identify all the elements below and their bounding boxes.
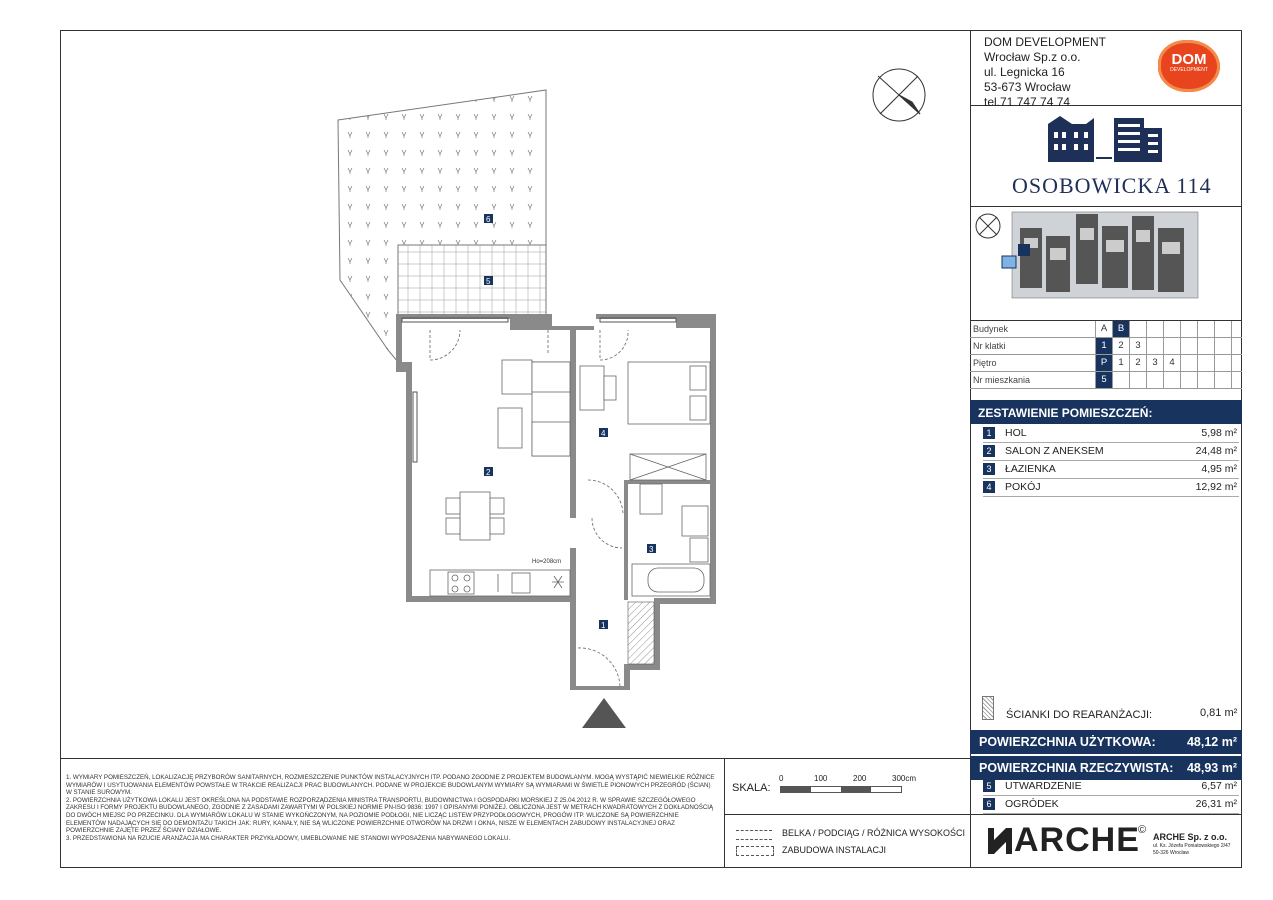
- actual-area-value: 48,93 m²: [1186, 761, 1237, 775]
- outdoor-number: 6: [983, 798, 995, 810]
- location-row-label: Nr klatki: [973, 341, 1006, 351]
- location-row: [970, 321, 1242, 338]
- developer-entity: Wrocław Sp.z o.o.: [984, 50, 1081, 64]
- room-area: 24,48 m²: [1195, 445, 1237, 457]
- outdoor-row: [983, 796, 1239, 814]
- notes: [66, 774, 716, 842]
- location-cell: [1180, 355, 1197, 371]
- floor-plan: [60, 30, 970, 758]
- location-cell: [1197, 372, 1214, 388]
- location-cell: P: [1095, 355, 1112, 371]
- location-cell: [1197, 355, 1214, 371]
- developer-info: [984, 35, 1106, 110]
- room-label-2: 2: [486, 468, 491, 477]
- partitions-area: 0,81 m²: [1200, 707, 1238, 719]
- rooms-header: [970, 400, 1242, 424]
- bathroom-fixtures: [632, 484, 710, 596]
- actual-area-row: [970, 756, 1242, 780]
- location-row-label: Budynek: [973, 324, 1009, 334]
- architect-logo-icon: [986, 826, 1012, 856]
- location-cell: [1180, 321, 1197, 337]
- room-area: 4,95 m²: [1201, 463, 1237, 475]
- architect-copyright: ©: [1138, 824, 1147, 836]
- developer-name: DOM DEVELOPMENT: [984, 35, 1107, 49]
- project-building-icon: [1040, 110, 1170, 166]
- room-number: 3: [983, 463, 995, 475]
- room-row: [983, 425, 1239, 443]
- location-row-label: Piętro: [973, 358, 997, 368]
- outdoor-row: [983, 778, 1239, 796]
- location-table: [970, 321, 1242, 389]
- location-cell: 2: [1129, 355, 1146, 371]
- usable-area-row: [970, 730, 1242, 754]
- note-2: 2. POWIERZCHNIA UŻYTKOWA LOKALU JEST OKREŚLONA NA PODSTAWIE ROZPORZĄDZENIA MINISTRA TRANSPORTU, BUDOWNICTWA I GOSPODARKI MORSKIEJ Z 25.04.2012 R. W SPRAWIE SZCZEGÓŁOWEGO ZAKRESU I FORMY PROJEKTU BUDOWLANEGO, ZGODNIE Z ZASADAMI ZAWARTYMI W POLSKIEJ NORMIE PN-ISO 9836: 1997 I OPISANYMI PONIŻEJ. OBLICZONA JEST W METRACH KWADRATOWYCH Z DOKŁADNOŚCIĄ DO DWÓCH MIEJSC PO PRZECINKU. DLA WYMIARÓW LOKALU W STANIE WYKOŃCZONYM, NA POZIOMIE PODŁOGI, NIE LICZĄC LISTEW PRZYPODŁOGOWYCH, PROGÓW ITP. WLICZONE SĄ POWIERZCHNIE ELEMENTÓW NADAJĄCYCH SIĘ DO DEMONTAŻU TAKICH JAK: RURY, KANAŁY, NIE SĄ WLICZONE POWIERZCHNIE OTWORÓW NA DRZWI I OKNA, NISZE W ELEMENTACH ZABUDOWY INSTALACYJNEJ ORAZ POWIERZCHNIE ZAJĘTE PRZEZ ŚCIANY DZIAŁOWE.: [66, 796, 714, 835]
- developer-logo-sub: DEVELOPMENT: [1170, 67, 1208, 73]
- location-row: [970, 372, 1242, 389]
- room-label-5: 5: [486, 277, 491, 286]
- installation-shaft: [628, 602, 654, 664]
- location-cell: [1180, 338, 1197, 354]
- architect-address2: 50-326 Wrocław: [1153, 850, 1190, 856]
- paved-area: [398, 245, 546, 315]
- room-row: [983, 443, 1239, 461]
- note-1: 1. WYMIARY POMIESZCZEŃ, LOKALIZACJĘ PRZYBORÓW SANITARNYCH, ROZMIESZCZENIE PUNKTÓW INSTALACYJNYCH ITP. PODANO ZGODNIE Z PROJEKTEM BUDOWLANYM. MOGĄ WYSTĄPIĆ NIEWIELKIE RÓŻNICE WYMIARÓW I USYTUOWANIA ELEMENTÓW POWSTAŁE W TRAKCIE REALIZACJI PRAC BUDOWLANYCH. PODANE W PROJEKCIE BUDOWLANYM WYMIARY SĄ WYMIARAMI W ŚWIETLE PIONOWYCH PRZEGRÓD (ŚCIAN) W STANIE SUROWYM.: [66, 774, 715, 797]
- location-cell: [1163, 372, 1180, 388]
- location-cell: [1231, 355, 1248, 371]
- room-label-4: 4: [601, 429, 606, 438]
- location-cell: [1231, 372, 1248, 388]
- location-cell: [1146, 321, 1163, 337]
- location-cell: 1: [1095, 338, 1112, 354]
- room-label-1: 1: [601, 621, 606, 630]
- developer-logo: [1158, 40, 1220, 92]
- location-cell: [1214, 321, 1231, 337]
- location-cell: [1129, 372, 1146, 388]
- location-cell: [1129, 321, 1146, 337]
- location-cell: [1180, 372, 1197, 388]
- project-title: OSOBOWICKA 114: [1012, 173, 1212, 198]
- room-name: POKÓJ: [1005, 481, 1041, 493]
- living-furniture: [446, 360, 616, 540]
- entrance-arrow-icon: [582, 698, 626, 728]
- scale-tick-0: 0: [779, 774, 784, 783]
- location-row: [970, 338, 1242, 355]
- room-number: 2: [983, 445, 995, 457]
- room-area: 5,98 m²: [1201, 427, 1237, 439]
- note-3: 3. PRZEDSTAWIONA NA RZUCIE ARANŻACJA MA CHARAKTER PRZYKŁADOWY, UMEBLOWANIE NIE STANOWI WYPOSAŻENIA NABYWANEGO LOKALU.: [66, 834, 511, 842]
- location-cell: [1146, 372, 1163, 388]
- key-plan-compass-icon: [976, 214, 1000, 238]
- location-cell: 3: [1146, 355, 1163, 371]
- developer-street: ul. Legnicka 16: [984, 65, 1065, 79]
- location-cell: [1163, 321, 1180, 337]
- key-plan: [972, 208, 1240, 318]
- room-number: 4: [983, 481, 995, 493]
- usable-area-value: 48,12 m²: [1186, 735, 1237, 749]
- beam-legend-label: BELKA / PODCIĄG / RÓŻNICA WYSOKOŚCI: [782, 828, 966, 838]
- scale-tick-100: 100: [814, 774, 828, 783]
- scale-divider: [724, 814, 970, 815]
- architect-address1: ul. Ks. Józefa Poniatowskiego 2/47: [1153, 843, 1231, 849]
- room-row: [983, 479, 1239, 497]
- usable-area-label: POWIERZCHNIA UŻYTKOWA:: [979, 735, 1156, 749]
- partitions-label: ŚCIANKI DO REARANŻACJI:: [1006, 709, 1153, 721]
- location-cell: 2: [1112, 338, 1129, 354]
- room-label-3: 3: [649, 545, 654, 554]
- location-cell: [1197, 338, 1214, 354]
- location-cell: [1214, 338, 1231, 354]
- room-number: 1: [983, 427, 995, 439]
- location-cell: 3: [1129, 338, 1146, 354]
- beam-legend-icon: [736, 830, 772, 840]
- location-cell: [1197, 321, 1214, 337]
- architect-name: ARCHE Sp. z o.o.: [1153, 832, 1227, 842]
- location-row-label: Nr mieszkania: [973, 375, 1031, 385]
- developer-logo-text: DOM: [1171, 51, 1207, 68]
- location-cell: [1163, 338, 1180, 354]
- room-name: ŁAZIENKA: [1005, 463, 1056, 475]
- location-cell: A: [1095, 321, 1112, 337]
- location-row: [970, 355, 1242, 372]
- partition-legend-icon: [982, 696, 994, 720]
- scale-tick-200: 200: [853, 774, 867, 783]
- location-cell: 1: [1112, 355, 1129, 371]
- actual-area-label: POWIERZCHNIA RZECZYWISTA:: [979, 761, 1174, 775]
- outdoor-area: 26,31 m²: [1195, 798, 1237, 810]
- developer-city: 53-673 Wrocław: [984, 80, 1071, 94]
- outdoor-name: UTWARDZENIE: [1005, 780, 1082, 792]
- footer-divider: [60, 758, 970, 759]
- location-cell: [1146, 338, 1163, 354]
- developer-phone: tel.71 747 74 74: [984, 95, 1071, 109]
- room-label-6: 6: [486, 215, 491, 224]
- room-row: [983, 461, 1239, 479]
- outdoor-name: OGRÓDEK: [1005, 798, 1059, 810]
- scale-label: SKALA:: [732, 782, 771, 794]
- location-cell: [1231, 338, 1248, 354]
- architect-divider: [970, 814, 1242, 815]
- room-area: 12,92 m²: [1195, 481, 1237, 493]
- location-cell: B: [1112, 321, 1129, 337]
- location-cell: 5: [1095, 372, 1112, 388]
- outdoor-area: 6,57 m²: [1201, 780, 1237, 792]
- location-cell: [1231, 321, 1248, 337]
- scale-bar: [780, 786, 902, 793]
- room-name: SALON Z ANEKSEM: [1005, 445, 1104, 457]
- installation-legend-label: ZABUDOWA INSTALACJI: [782, 845, 887, 855]
- rooms-header-label: ZESTAWIENIE POMIESZCZEŃ:: [978, 406, 1153, 420]
- location-cell: [1214, 372, 1231, 388]
- location-cell: [1214, 355, 1231, 371]
- height-note: Hο=208cm: [532, 559, 562, 565]
- north-compass-icon: [873, 69, 925, 121]
- room-name: HOL: [1005, 427, 1027, 439]
- installation-legend-icon: [736, 846, 774, 856]
- title-divider: [970, 206, 1242, 207]
- location-cell: 4: [1163, 355, 1180, 371]
- kitchen-counter: [430, 570, 570, 596]
- location-cell: [1112, 372, 1129, 388]
- architect-logo-text: ARCHE: [1014, 821, 1140, 859]
- scale-tick-300: 300cm: [892, 774, 917, 783]
- bedroom-furniture: [628, 362, 710, 480]
- notes-divider: [724, 758, 725, 868]
- outdoor-number: 5: [983, 780, 995, 792]
